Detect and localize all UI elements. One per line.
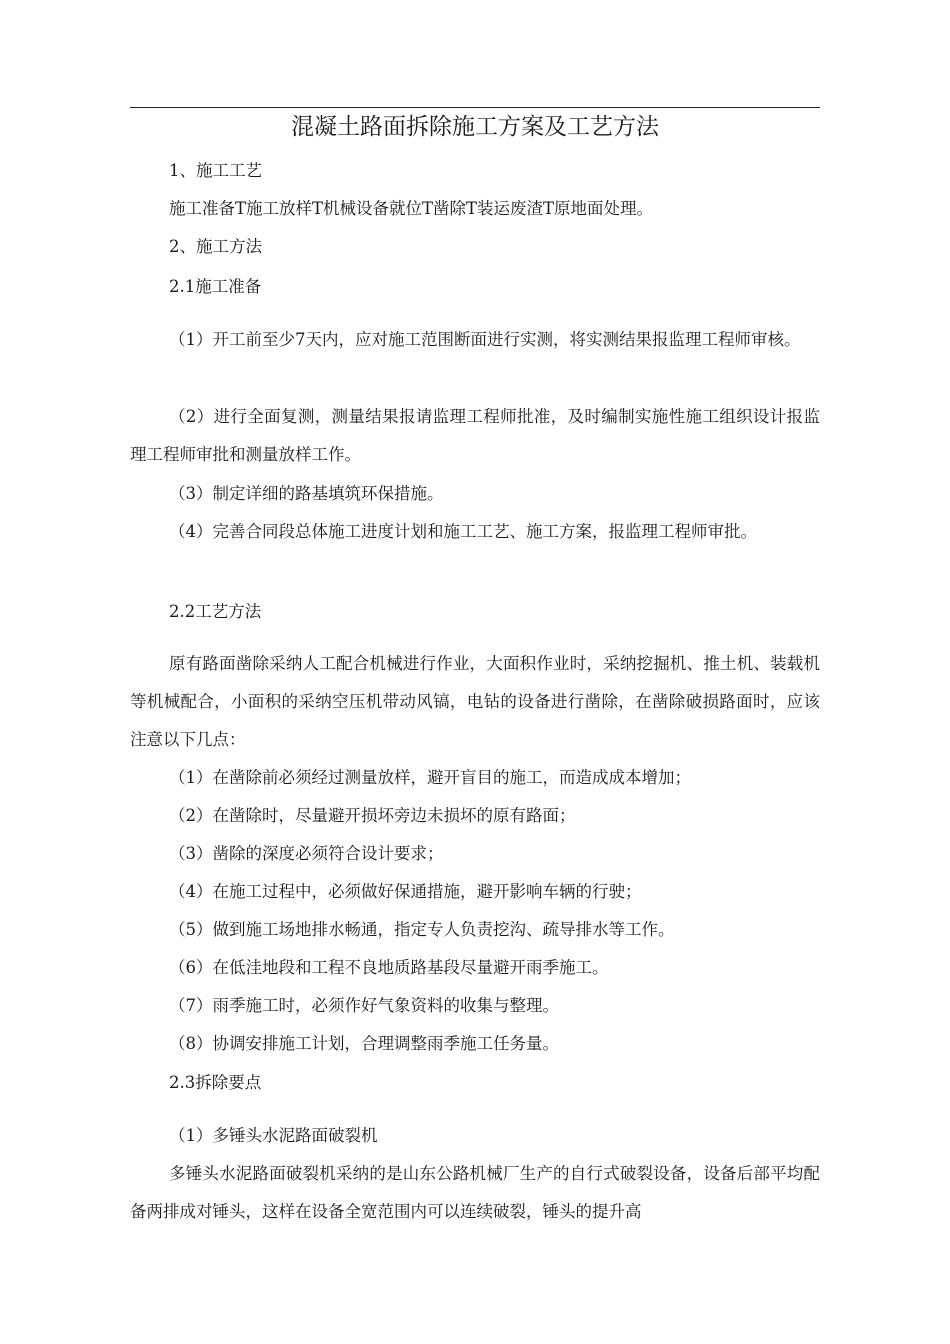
subsection-heading: 2.3拆除要点 (169, 1073, 262, 1092)
section-heading: 2、施工方法 (169, 237, 262, 256)
list-item: （1）在凿除前必须经过测量放样，避开盲目的施工，而造成成本增加； (169, 768, 691, 787)
section-heading: 1、施工工艺 (169, 161, 262, 180)
paragraph: 施工准备T施工放样T机械设备就位T凿除T装运废渣T原地面处理。 (169, 199, 654, 218)
list-item: （3）凿除的深度必须符合设计要求； (169, 844, 444, 863)
paragraph: （4）完善合同段总体施工进度计划和施工工艺、施工方案，报监理工程师审批。 (169, 522, 757, 541)
subsection-heading: 2.1施工准备 (169, 277, 262, 296)
list-item: （6）在低洼地段和工程不良地质路基段尽量避开雨季施工。 (169, 958, 609, 977)
list-item: （5）做到施工场地排水畅通，指定专人负责挖沟、疏导排水等工作。 (169, 920, 675, 939)
list-item: （4）在施工过程中，必须做好保通措施，避开影响车辆的行驶； (169, 882, 642, 901)
list-item: （7）雨季施工时，必须作好气象资料的收集与整理。 (169, 996, 559, 1015)
list-item: （8）协调安排施工计划，合理调整雨季施工任务量。 (169, 1034, 559, 1053)
paragraph: （1）开工前至少7天内，应对施工范围断面进行实测，将实测结果报监理工程师审核。 (169, 330, 801, 349)
list-item: （2）在凿除时，尽量避开损坏旁边未损坏的原有路面； (169, 806, 576, 825)
subsection-heading: 2.2工艺方法 (169, 602, 262, 621)
document-title: 混凝土路面拆除施工方案及工艺方法 (291, 114, 659, 140)
paragraph: （2）进行全面复测，测量结果报请监理工程师批准，及时编制实施性施工组织设计报监理工程师审批和测量放样工作。 (130, 407, 820, 464)
paragraph: 多锤头水泥路面破裂机采纳的是山东公路机械厂生产的自行式破裂设备，设备后部平均配备两排成对锤头，这样在设备全宽范围内可以连续破裂，锤头的提升高 (130, 1164, 820, 1221)
header-rule (130, 107, 820, 108)
paragraph: 原有路面凿除采纳人工配合机械进行作业，大面积作业时，采纳挖掘机、推土机、装载机等机械配合，小面积的采纳空压机带动风镐，电钻的设备进行凿除，在凿除破损路面时，应该注意以下几点： (130, 654, 820, 749)
paragraph: （3）制定详细的路基填筑环保措施。 (169, 484, 444, 503)
list-item: （1）多锤头水泥路面破裂机 (169, 1126, 378, 1145)
